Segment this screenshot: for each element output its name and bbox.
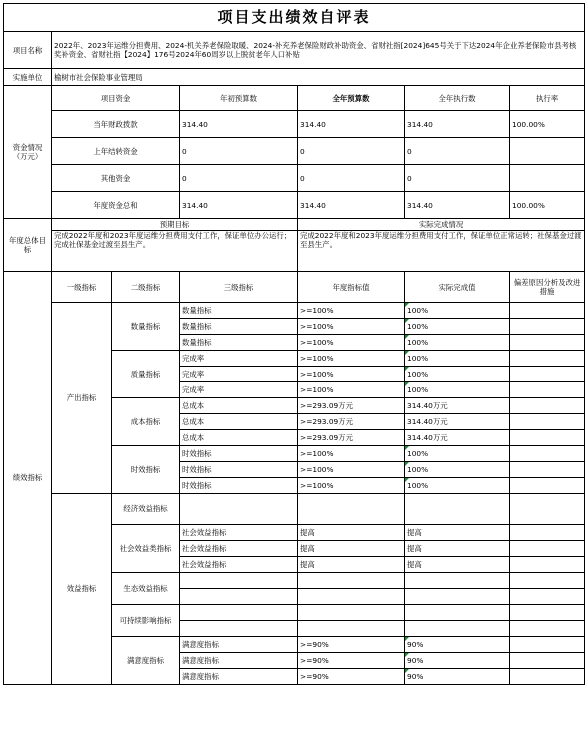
expected-goal-header: 预期目标 bbox=[52, 219, 298, 231]
level3-indicator: 完成率 bbox=[180, 382, 298, 398]
level3-indicator: 社会效益指标 bbox=[180, 541, 298, 557]
deviation-analysis-cell bbox=[510, 668, 585, 684]
level1-effect-indicator: 效益指标 bbox=[52, 493, 112, 684]
funds-cell: 314.40 bbox=[298, 111, 405, 138]
level2-indicator: 满意度指标 bbox=[112, 636, 180, 684]
level3-indicator: 完成率 bbox=[180, 350, 298, 366]
funds-cell: 0 bbox=[405, 138, 510, 165]
funds-cell: 314.40 bbox=[180, 192, 298, 219]
annual-target-value bbox=[298, 493, 405, 525]
level3-indicator: 社会效益指标 bbox=[180, 525, 298, 541]
level3-indicator bbox=[180, 588, 298, 604]
funds-row bbox=[4, 111, 585, 138]
deviation-analysis-cell bbox=[510, 461, 585, 477]
deviation-analysis-cell bbox=[510, 382, 585, 398]
level2-indicator: 生态效益指标 bbox=[112, 572, 180, 604]
level2-indicator: 质量指标 bbox=[112, 350, 180, 398]
annual-target-value: >=293.09万元 bbox=[298, 398, 405, 414]
indicator-header: 年度指标值 bbox=[298, 272, 405, 303]
annual-target-value: >=293.09万元 bbox=[298, 430, 405, 446]
project-name-value: 2022年、2023年运维分担费用、2024-机关养老保险取暖、2024-补充养老保险财政补助资金、省财社指[2024]645号关于下达2024年企业养老保险市县考核奖补资金、省财社指【2024】176号2024年60周岁以上脱贫老年人口补贴 bbox=[52, 32, 585, 69]
actual-value: 90% bbox=[405, 668, 510, 684]
level3-indicator: 总成本 bbox=[180, 430, 298, 446]
level3-indicator: 总成本 bbox=[180, 414, 298, 430]
funds-row bbox=[4, 165, 585, 192]
annual-target-value: 提高 bbox=[298, 541, 405, 557]
funds-cell: 314.40 bbox=[405, 192, 510, 219]
deviation-analysis-cell bbox=[510, 493, 585, 525]
funds-cell: 0 bbox=[298, 138, 405, 165]
annual-target-value: >=293.09万元 bbox=[298, 414, 405, 430]
deviation-analysis-cell bbox=[510, 636, 585, 652]
funds-row-label: 当年财政拨款 bbox=[52, 111, 180, 138]
funds-row-label: 其他资金 bbox=[52, 165, 180, 192]
actual-value: 提高 bbox=[405, 525, 510, 541]
level3-indicator bbox=[180, 620, 298, 636]
level3-indicator bbox=[180, 572, 298, 588]
level2-indicator: 经济效益指标 bbox=[112, 493, 180, 525]
annual-target-value: 提高 bbox=[298, 525, 405, 541]
annual-target-value: >=90% bbox=[298, 636, 405, 652]
expected-goal-text: 完成2022年度和2023年度运维分担费用支付工作，保证单位办公运行；完成社保基金过渡至县生产。 bbox=[52, 231, 298, 272]
actual-value: 314.40万元 bbox=[405, 414, 510, 430]
annual-target-value: >=100% bbox=[298, 318, 405, 334]
actual-value: 100% bbox=[405, 334, 510, 350]
level2-indicator: 数量指标 bbox=[112, 303, 180, 351]
level1-output-indicator: 产出指标 bbox=[52, 303, 112, 494]
deviation-analysis-cell bbox=[510, 318, 585, 334]
level3-indicator: 满意度指标 bbox=[180, 668, 298, 684]
deviation-analysis-cell bbox=[510, 477, 585, 493]
funds-cell: 100.00% bbox=[510, 192, 585, 219]
funds-cell: 0 bbox=[180, 165, 298, 192]
annual-target-value: >=100% bbox=[298, 350, 405, 366]
funds-header: 全年执行数 bbox=[405, 86, 510, 111]
level3-indicator: 满意度指标 bbox=[180, 652, 298, 668]
annual-target-value: 提高 bbox=[298, 556, 405, 572]
funds-cell: 314.40 bbox=[405, 111, 510, 138]
actual-value bbox=[405, 588, 510, 604]
annual-target-value: >=100% bbox=[298, 382, 405, 398]
actual-value: 90% bbox=[405, 636, 510, 652]
deviation-analysis-cell bbox=[510, 303, 585, 319]
level3-indicator: 时效指标 bbox=[180, 461, 298, 477]
level3-indicator: 社会效益指标 bbox=[180, 556, 298, 572]
funds-cell bbox=[510, 165, 585, 192]
indicator-header: 三级指标 bbox=[180, 272, 298, 303]
annual-target-value bbox=[298, 572, 405, 588]
actual-value: 100% bbox=[405, 303, 510, 319]
indicator-row bbox=[4, 303, 585, 319]
level2-indicator: 成本指标 bbox=[112, 398, 180, 446]
actual-value: 提高 bbox=[405, 541, 510, 557]
indicator-row bbox=[4, 493, 585, 525]
deviation-analysis-cell bbox=[510, 604, 585, 620]
funds-header: 全年预算数 bbox=[298, 86, 405, 111]
funds-cell bbox=[510, 138, 585, 165]
actual-value bbox=[405, 493, 510, 525]
actual-value: 100% bbox=[405, 318, 510, 334]
deviation-analysis-cell bbox=[510, 541, 585, 557]
funds-cell: 100.00% bbox=[510, 111, 585, 138]
funds-cell: 0 bbox=[180, 138, 298, 165]
level3-indicator: 总成本 bbox=[180, 398, 298, 414]
deviation-analysis-cell bbox=[510, 334, 585, 350]
actual-result-header: 实际完成情况 bbox=[298, 219, 585, 231]
level3-indicator: 满意度指标 bbox=[180, 636, 298, 652]
deviation-analysis-cell bbox=[510, 556, 585, 572]
actual-value: 100% bbox=[405, 350, 510, 366]
actual-value bbox=[405, 572, 510, 588]
annual-target-value: >=100% bbox=[298, 334, 405, 350]
actual-value: 314.40万元 bbox=[405, 398, 510, 414]
actual-value: 90% bbox=[405, 652, 510, 668]
level3-indicator: 数量指标 bbox=[180, 303, 298, 319]
annual-target-value bbox=[298, 604, 405, 620]
annual-target-value: >=90% bbox=[298, 668, 405, 684]
level3-indicator: 数量指标 bbox=[180, 334, 298, 350]
funds-header: 年初预算数 bbox=[180, 86, 298, 111]
deviation-analysis-cell bbox=[510, 652, 585, 668]
funds-section-label: 资金情况（万元） bbox=[4, 86, 52, 219]
actual-value: 100% bbox=[405, 366, 510, 382]
level3-indicator: 时效指标 bbox=[180, 446, 298, 462]
level2-indicator: 可持续影响指标 bbox=[112, 604, 180, 636]
actual-value: 提高 bbox=[405, 556, 510, 572]
deviation-analysis-cell bbox=[510, 588, 585, 604]
funds-cell: 0 bbox=[405, 165, 510, 192]
actual-value bbox=[405, 620, 510, 636]
indicators-section-label: 绩效指标 bbox=[4, 272, 52, 685]
level2-indicator: 时效指标 bbox=[112, 446, 180, 494]
annual-target-value: >=100% bbox=[298, 366, 405, 382]
actual-value: 314.40万元 bbox=[405, 430, 510, 446]
annual-target-value: >=100% bbox=[298, 477, 405, 493]
funds-row bbox=[4, 192, 585, 219]
funds-row-label: 年度资金总和 bbox=[52, 192, 180, 219]
annual-target-value: >=100% bbox=[298, 446, 405, 462]
actual-value: 100% bbox=[405, 477, 510, 493]
funds-row bbox=[4, 138, 585, 165]
funds-cell: 0 bbox=[298, 165, 405, 192]
level3-indicator: 数量指标 bbox=[180, 318, 298, 334]
deviation-analysis-cell bbox=[510, 398, 585, 414]
deviation-analysis-cell bbox=[510, 414, 585, 430]
actual-value: 100% bbox=[405, 382, 510, 398]
funds-cell: 314.40 bbox=[298, 192, 405, 219]
level3-indicator: 完成率 bbox=[180, 366, 298, 382]
funds-header: 执行率 bbox=[510, 86, 585, 111]
funds-cell: 314.40 bbox=[180, 111, 298, 138]
level3-indicator bbox=[180, 493, 298, 525]
indicator-header: 实际完成值 bbox=[405, 272, 510, 303]
evaluation-table bbox=[3, 3, 585, 685]
project-name-label: 项目名称 bbox=[4, 32, 52, 69]
funds-row-label: 上年结转资金 bbox=[52, 138, 180, 165]
deviation-analysis-cell bbox=[510, 572, 585, 588]
annual-target-value: >=100% bbox=[298, 303, 405, 319]
indicator-header: 二级指标 bbox=[112, 272, 180, 303]
indicator-header: 一级指标 bbox=[52, 272, 112, 303]
annual-target-value: >=100% bbox=[298, 461, 405, 477]
level3-indicator: 时效指标 bbox=[180, 477, 298, 493]
page-title: 项目支出绩效自评表 bbox=[4, 4, 585, 32]
unit-label: 实施单位 bbox=[4, 69, 52, 86]
goals-section-label: 年度总体目标 bbox=[4, 219, 52, 272]
deviation-analysis-cell bbox=[510, 350, 585, 366]
actual-value: 100% bbox=[405, 461, 510, 477]
actual-result-text: 完成2022年度和2023年度运维分担费用支付工作，保证单位正常运转；社保基金过渡至县生产。 bbox=[298, 231, 585, 272]
deviation-analysis-cell bbox=[510, 366, 585, 382]
annual-target-value: >=90% bbox=[298, 652, 405, 668]
deviation-analysis-cell bbox=[510, 525, 585, 541]
annual-target-value bbox=[298, 620, 405, 636]
funds-header: 项目资金 bbox=[52, 86, 180, 111]
unit-value: 榆树市社会保险事业管理局 bbox=[52, 69, 585, 86]
annual-target-value bbox=[298, 588, 405, 604]
deviation-analysis-cell bbox=[510, 446, 585, 462]
deviation-analysis-cell bbox=[510, 620, 585, 636]
deviation-analysis-cell bbox=[510, 430, 585, 446]
indicator-header: 偏差原因分析及改进措施 bbox=[510, 272, 585, 303]
actual-value: 100% bbox=[405, 446, 510, 462]
level2-indicator: 社会效益类指标 bbox=[112, 525, 180, 573]
level3-indicator bbox=[180, 604, 298, 620]
actual-value bbox=[405, 604, 510, 620]
